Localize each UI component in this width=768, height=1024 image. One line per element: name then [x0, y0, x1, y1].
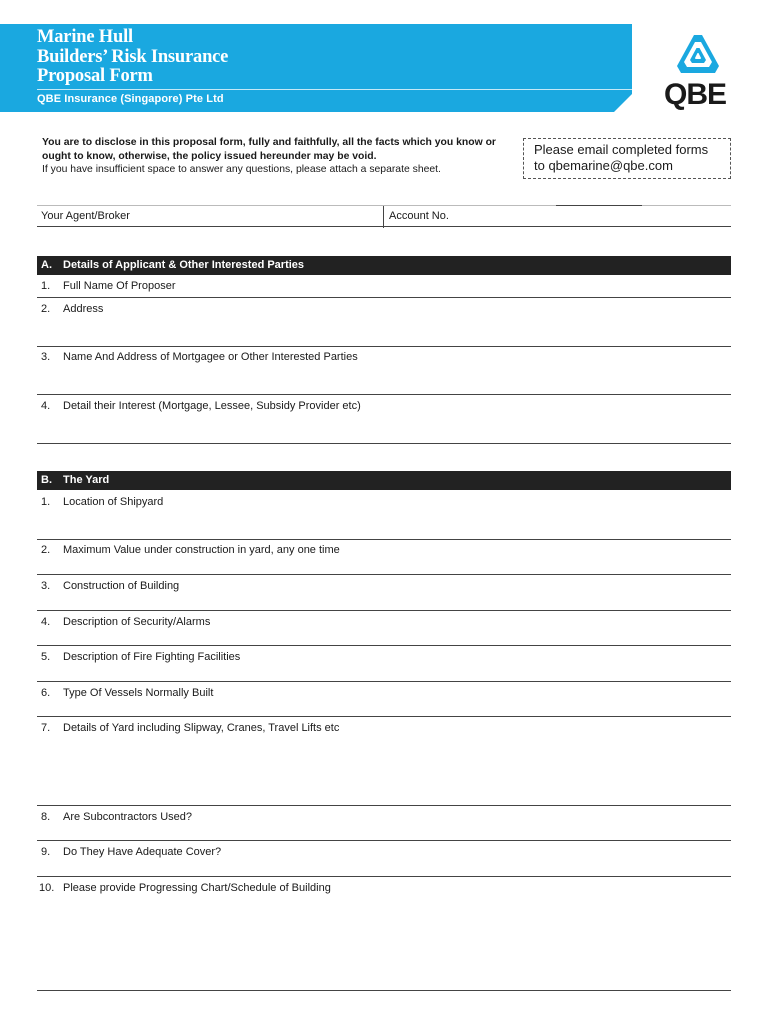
field-label: Location of Shipyard	[63, 496, 164, 508]
field-label: Description of Security/Alarms	[63, 616, 211, 628]
answer-line	[37, 840, 731, 841]
answer-line	[37, 805, 731, 806]
account-number-field[interactable]: Account No.	[389, 210, 449, 222]
field-label: Address	[63, 303, 104, 315]
field-label: Type Of Vessels Normally Built	[63, 687, 214, 699]
field-label: Details of Yard including Slipway, Cranes, Travel Lifts etc	[63, 722, 340, 734]
answer-line	[37, 574, 731, 575]
answer-line	[37, 716, 731, 717]
field-label: Description of Fire Fighting Facilities	[63, 651, 241, 663]
item-number: 5.	[41, 651, 51, 663]
rule-accent	[556, 205, 642, 206]
section-a-letter: A.	[41, 259, 52, 271]
answer-line	[37, 394, 731, 395]
form-title	[37, 28, 228, 87]
item-number: 4.	[41, 616, 51, 628]
answer-line	[37, 297, 731, 298]
field-divider	[383, 206, 384, 228]
space-note: If you have insufficient space to answer any questions, please attach a separate sheet.	[42, 164, 441, 175]
email-notice-line-2: to qbemarine@qbe.com	[534, 158, 673, 173]
answer-line	[37, 539, 731, 540]
section-a-title: Details of Applicant & Other Interested Parties	[63, 259, 305, 271]
title-line-1: Marine Hull	[37, 27, 133, 47]
item-number: 10.	[39, 882, 55, 894]
answer-line	[37, 346, 731, 347]
section-b-title: The Yard	[63, 474, 110, 486]
item-number: 1.	[41, 280, 51, 292]
answer-line	[37, 990, 731, 991]
item-number: 6.	[41, 687, 51, 699]
item-number: 3.	[41, 580, 51, 592]
field-label: Please provide Progressing Chart/Schedule of Building	[63, 882, 331, 894]
item-number: 9.	[41, 846, 51, 858]
email-notice-line-1: Please email completed forms	[534, 142, 709, 157]
field-label: Name And Address of Mortgagee or Other Interested Parties	[63, 351, 358, 363]
item-number: 1.	[41, 496, 51, 508]
item-number: 3.	[41, 351, 51, 363]
answer-line	[37, 681, 731, 682]
intro-text	[42, 136, 502, 177]
field-label: Are Subcontractors Used?	[63, 811, 193, 823]
item-number: 7.	[41, 722, 51, 734]
agent-broker-field[interactable]: Your Agent/Broker	[41, 210, 130, 222]
item-number: 4.	[41, 400, 51, 412]
item-number: 2.	[41, 303, 51, 315]
disclosure-statement: You are to disclose in this proposal form, fully and faithfully, all the facts which you know or ought to know, otherwise, the policy issued hereunder may be void.	[42, 137, 496, 162]
field-label: Construction of Building	[63, 580, 180, 592]
header-divider	[37, 89, 632, 90]
item-number: 8.	[41, 811, 51, 823]
logo-wordmark: QBE	[664, 78, 727, 111]
section-b-header	[37, 471, 731, 490]
section-b-letter: B.	[41, 474, 52, 486]
title-line-2: Builders’ Risk Insurance	[37, 46, 229, 67]
answer-line	[37, 443, 731, 444]
answer-line	[37, 645, 731, 646]
field-label: Do They Have Adequate Cover?	[63, 846, 222, 858]
company-name: QBE Insurance (Singapore) Pte Ltd	[37, 93, 224, 105]
section-a-header	[37, 256, 731, 275]
item-number: 2.	[41, 544, 51, 556]
title-line-3: Proposal Form	[37, 66, 153, 86]
email-notice-box	[523, 138, 731, 179]
agent-account-row	[37, 205, 731, 227]
field-label: Maximum Value under construction in yard, any one time	[63, 544, 340, 556]
field-label: Detail their Interest (Mortgage, Lessee, Subsidy Provider etc)	[63, 400, 361, 412]
field-label: Full Name Of Proposer	[63, 280, 176, 292]
answer-line	[37, 876, 731, 877]
answer-line	[37, 610, 731, 611]
